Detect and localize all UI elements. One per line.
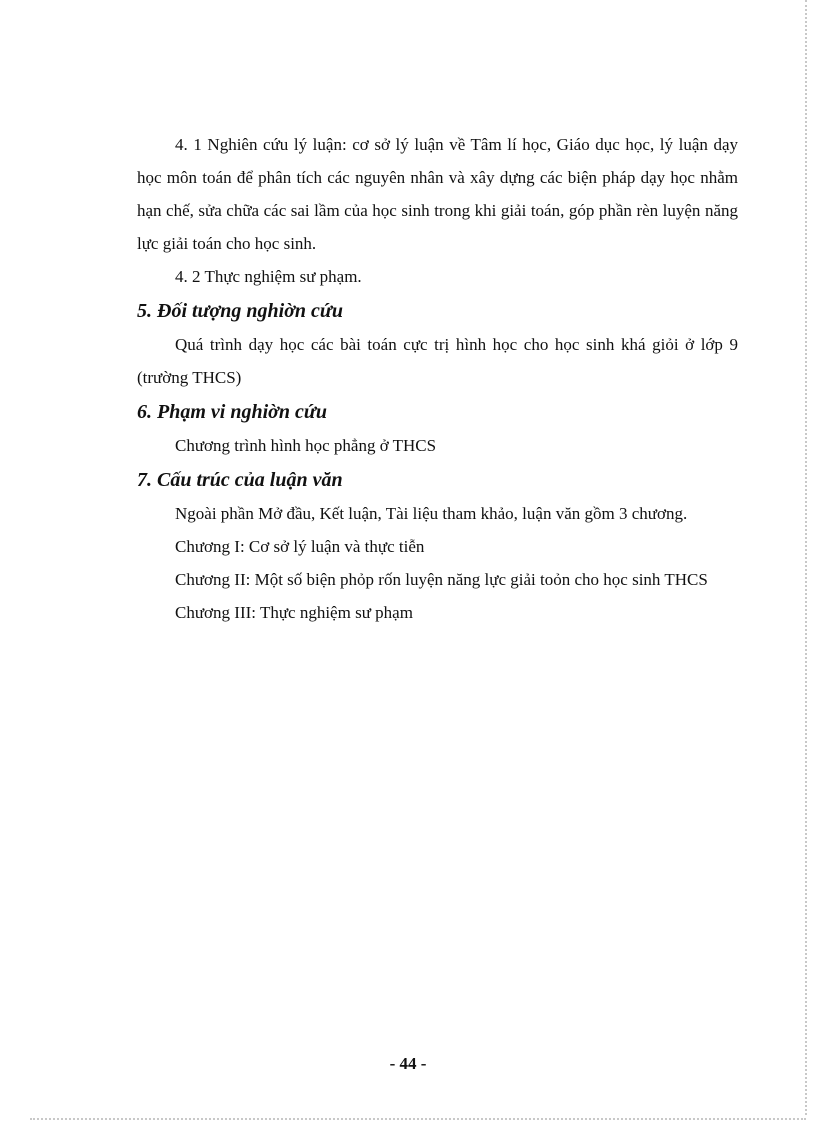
heading-research-scope: 6. Phạm vi nghiờn cứu — [137, 401, 327, 423]
page-number: - 44 - — [389, 1054, 427, 1073]
paragraph-pedagogical-experiment: 4. 2 Thực nghiệm sư phạm. — [175, 267, 362, 286]
chapter-3-line: Chương III: Thực nghiệm sư phạm — [175, 603, 413, 622]
page-border-right — [805, 0, 807, 1115]
heading-thesis-structure: 7. Cấu trúc của luận văn — [137, 469, 343, 491]
page-content — [137, 128, 738, 629]
page-border-bottom — [30, 1118, 806, 1120]
paragraph-research-scope: Chương trình hình học phẳng ở THCS — [175, 436, 437, 455]
chapter-2-line: Chương II: Một số biện phỏp rốn luyện năng lực giải toỏn cho học sinh THCS — [175, 570, 708, 589]
paragraph-theoretical-research: 4. 1 Nghiên cứu lý luận: cơ sở lý luận về Tâm lí học, Giáo dục học, lý luận dạy học môn toán để phân tích các nguyên nhân và xây dựng các biện pháp dạy học nhằm hạn chế, sửa chữa các sai lầm của học sinh trong khi giải toán, góp phần rèn luyện năng lực giải toán cho học sinh. — [137, 135, 738, 253]
chapter-1-line: Chương I: Cơ sở lý luận và thực tiễn — [175, 537, 425, 556]
paragraph-thesis-structure: Ngoài phần Mở đầu, Kết luận, Tài liệu tham khảo, luận văn gồm 3 chương. — [175, 504, 688, 523]
paragraph-research-object: Quá trình dạy học các bài toán cực trị hình học cho học sinh khá giỏi ở lớp 9 (trường THCS) — [137, 335, 738, 387]
heading-research-object: 5. Đối tượng nghiờn cứu — [137, 300, 344, 322]
